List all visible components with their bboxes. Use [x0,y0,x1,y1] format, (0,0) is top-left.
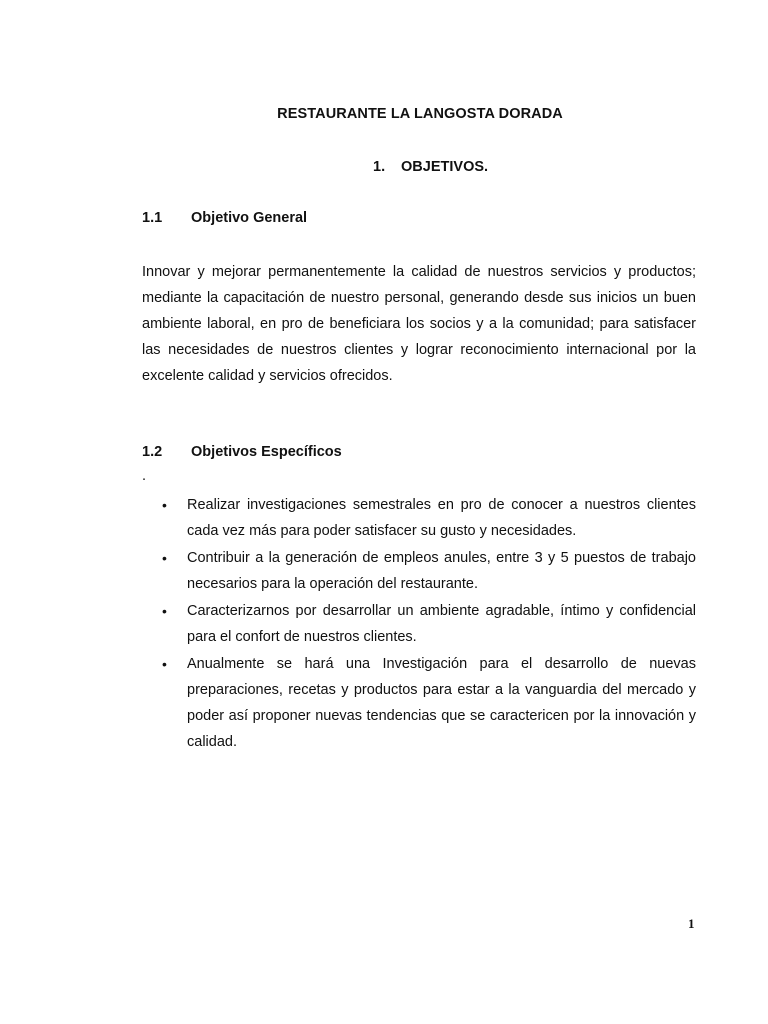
section-label: OBJETIVOS. [401,159,489,175]
general-objective-heading [142,210,307,226]
list-item-text: Contribuir a la generación de empleos anules, entre 3 y 5 puestos de trabajo necesarios para la operación del restaurante. [187,550,696,592]
list-item [142,651,696,755]
specific-objectives-label: Objetivos Específicos [191,444,342,460]
general-objective-number: 1.1 [142,210,163,226]
list-item-text: Realizar investigaciones semestrales en pro de conocer a nuestros clientes cada vez más para poder satisfacer su gusto y necesidades. [187,497,696,539]
list-item [142,492,696,544]
bullet-icon: • [162,603,167,619]
list-item [142,598,696,650]
specific-objectives-number: 1.2 [142,444,163,460]
bullet-icon: • [162,656,167,672]
page-number: 1 [688,916,695,931]
list-item-text: Anualmente se hará una Investigación para el desarrollo de nuevas preparaciones, recetas y productos para estar a la vanguardia del mercado y poder así proponer nuevas tendencias que se caractericen por la innovación y calidad. [187,656,696,750]
general-objective-paragraph: Innovar y mejorar permanentemente la calidad de nuestros servicios y productos; mediante la capacitación de nuestro personal, generando desde sus inicios un buen ambiente laboral, en pro de beneficiara los socios y a la comunidad; para satisfacer las necesidades de nuestros clientes y lograr reconocimiento internacional por la excelente calidad y servicios ofrecidos. [142,264,696,384]
bullet-icon: • [162,497,167,513]
document-title: RESTAURANTE LA LANGOSTA DORADA [277,106,563,122]
list-item [142,545,696,597]
stray-period: . [142,468,147,484]
general-objective-label: Objetivo General [191,210,308,226]
bullet-icon: • [162,550,167,566]
section-number: 1. [373,159,386,175]
section-heading [373,159,488,175]
specific-objectives-heading [142,444,342,460]
list-item-text: Caracterizarnos por desarrollar un ambiente agradable, íntimo y confidencial para el confort de nuestros clientes. [187,603,696,645]
specific-objectives-list [142,492,696,756]
